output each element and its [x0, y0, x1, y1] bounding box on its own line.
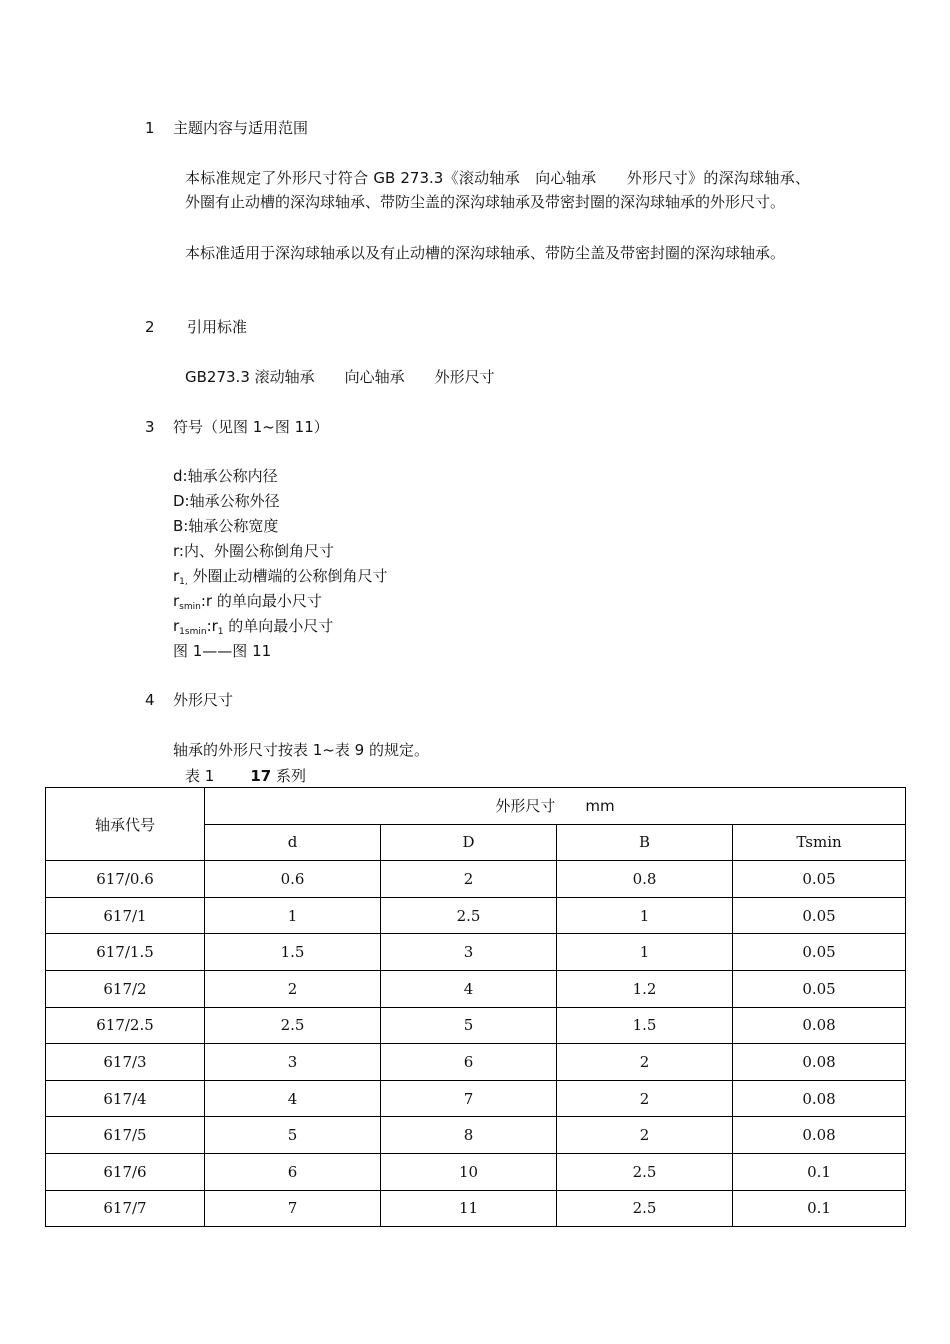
cell-code: 617/1	[46, 897, 205, 934]
cell-d: 2.5	[205, 1007, 381, 1044]
header-B: B	[557, 824, 733, 861]
cell-code: 617/6	[46, 1153, 205, 1190]
paragraph-text: 本标准规定了外形尺寸符合 GB 273.3《滚动轴承 向心轴承 外形尺寸》的深沟球轴承、外圈有止动槽的深沟球轴承、带防尘盖的深沟球轴承及带密封圈的深沟球轴承的外形尺寸。	[185, 169, 810, 211]
symbol-description: 的单向最小尺寸	[223, 617, 334, 635]
cell-tsmin: 0.1	[733, 1190, 906, 1227]
cell-tsmin: 0.08	[733, 1044, 906, 1081]
cell-code: 617/0.6	[46, 861, 205, 898]
cell-B: 2	[557, 1080, 733, 1117]
cell-d: 0.6	[205, 861, 381, 898]
cell-code: 617/4	[46, 1080, 205, 1117]
header-tsmin: Tsmin	[733, 824, 906, 861]
symbol-description: :r 的单向最小尺寸	[200, 592, 322, 610]
cell-tsmin: 0.05	[733, 861, 906, 898]
symbol-subscript-2: 1	[217, 627, 224, 637]
cell-code: 617/1.5	[46, 934, 205, 971]
section-2-heading	[145, 317, 247, 337]
cell-B: 2	[557, 1117, 733, 1154]
cell-d: 5	[205, 1117, 381, 1154]
header-bearing-code: 轴承代号	[46, 788, 205, 861]
cell-tsmin: 0.05	[733, 970, 906, 1007]
cell-d: 4	[205, 1080, 381, 1117]
symbol-subscript: 1,	[179, 577, 188, 587]
cell-B: 1.5	[557, 1007, 733, 1044]
header-dimensions-group: 外形尺寸 mm	[205, 788, 906, 825]
symbol-base: r	[173, 592, 180, 610]
section-title: 主题内容与适用范围	[173, 119, 309, 137]
section-title: 引用标准	[187, 318, 248, 336]
cell-D: 5	[381, 1007, 557, 1044]
cell-code: 617/7	[46, 1190, 205, 1227]
symbol-r1smin	[173, 616, 333, 636]
symbol-rsmin	[173, 591, 322, 611]
table-row	[46, 934, 906, 971]
cell-D: 2	[381, 861, 557, 898]
symbol-D: D:轴承公称外径	[173, 492, 280, 510]
cell-code: 617/2.5	[46, 1007, 205, 1044]
section-1-paragraph-1	[145, 166, 810, 214]
cell-d: 6	[205, 1153, 381, 1190]
symbol-d: d:轴承公称内径	[173, 467, 278, 485]
cell-tsmin: 0.08	[733, 1117, 906, 1154]
cell-B: 2.5	[557, 1190, 733, 1227]
table-row	[46, 1080, 906, 1117]
cell-d: 2	[205, 970, 381, 1007]
symbol-description: 外圈止动槽端的公称倒角尺寸	[187, 567, 388, 585]
cell-D: 10	[381, 1153, 557, 1190]
cell-D: 6	[381, 1044, 557, 1081]
cell-d: 1.5	[205, 934, 381, 971]
table-caption	[185, 766, 306, 786]
cell-B: 2	[557, 1044, 733, 1081]
header-d: d	[205, 824, 381, 861]
cell-code: 617/3	[46, 1044, 205, 1081]
section-3-heading	[145, 417, 329, 437]
cell-d: 3	[205, 1044, 381, 1081]
cell-D: 7	[381, 1080, 557, 1117]
cell-B: 1	[557, 897, 733, 934]
section-1-heading	[145, 118, 308, 138]
table-row	[46, 1007, 906, 1044]
cell-d: 7	[205, 1190, 381, 1227]
symbol-base: r	[173, 617, 180, 635]
symbol-mid: :r	[206, 617, 218, 635]
caption-series-number: 17	[250, 767, 272, 785]
cell-tsmin: 0.08	[733, 1007, 906, 1044]
table-row	[46, 1044, 906, 1081]
table-row	[46, 861, 906, 898]
section-number: 2	[145, 318, 155, 336]
table-row	[46, 1153, 906, 1190]
header-D: D	[381, 824, 557, 861]
cell-D: 3	[381, 934, 557, 971]
cell-tsmin: 0.05	[733, 934, 906, 971]
cell-D: 8	[381, 1117, 557, 1154]
table-row	[46, 897, 906, 934]
paragraph-text: 本标准适用于深沟球轴承以及有止动槽的深沟球轴承、带防尘盖及带密封圈的深沟球轴承。	[185, 244, 786, 262]
cell-code: 617/2	[46, 970, 205, 1007]
symbol-r: r:内、外圈公称倒角尺寸	[173, 542, 334, 560]
section-number: 3	[145, 418, 155, 436]
symbol-base: r	[173, 567, 180, 585]
section-title: 符号（见图 1~图 11）	[173, 418, 329, 436]
caption-table-number: 表 1	[185, 767, 215, 785]
symbol-subscript: smin	[179, 602, 201, 612]
symbol-r1	[173, 566, 388, 586]
section-1-paragraph-2	[145, 241, 810, 265]
cell-tsmin: 0.1	[733, 1153, 906, 1190]
cell-D: 2.5	[381, 897, 557, 934]
section-number: 4	[145, 691, 155, 709]
cell-code: 617/5	[46, 1117, 205, 1154]
section-4-heading	[145, 690, 233, 710]
section-title: 外形尺寸	[173, 691, 234, 709]
cell-B: 0.8	[557, 861, 733, 898]
cell-D: 11	[381, 1190, 557, 1227]
cell-tsmin: 0.08	[733, 1080, 906, 1117]
table-row	[46, 1117, 906, 1154]
figure-reference: 图 1——图 11	[173, 642, 272, 660]
cell-D: 4	[381, 970, 557, 1007]
caption-series-label: 系列	[271, 767, 306, 785]
section-4-paragraph: 轴承的外形尺寸按表 1~表 9 的规定。	[173, 741, 429, 759]
symbol-B: B:轴承公称宽度	[173, 517, 279, 535]
cell-d: 1	[205, 897, 381, 934]
table-header-row	[46, 788, 906, 825]
reference-standard: GB273.3 滚动轴承 向心轴承 外形尺寸	[185, 368, 495, 386]
section-number: 1	[145, 119, 155, 137]
table-row	[46, 1190, 906, 1227]
cell-B: 1.2	[557, 970, 733, 1007]
symbol-subscript: 1smin	[179, 627, 207, 637]
table-row	[46, 970, 906, 1007]
cell-B: 1	[557, 934, 733, 971]
dimension-table	[45, 787, 906, 1227]
cell-tsmin: 0.05	[733, 897, 906, 934]
cell-B: 2.5	[557, 1153, 733, 1190]
